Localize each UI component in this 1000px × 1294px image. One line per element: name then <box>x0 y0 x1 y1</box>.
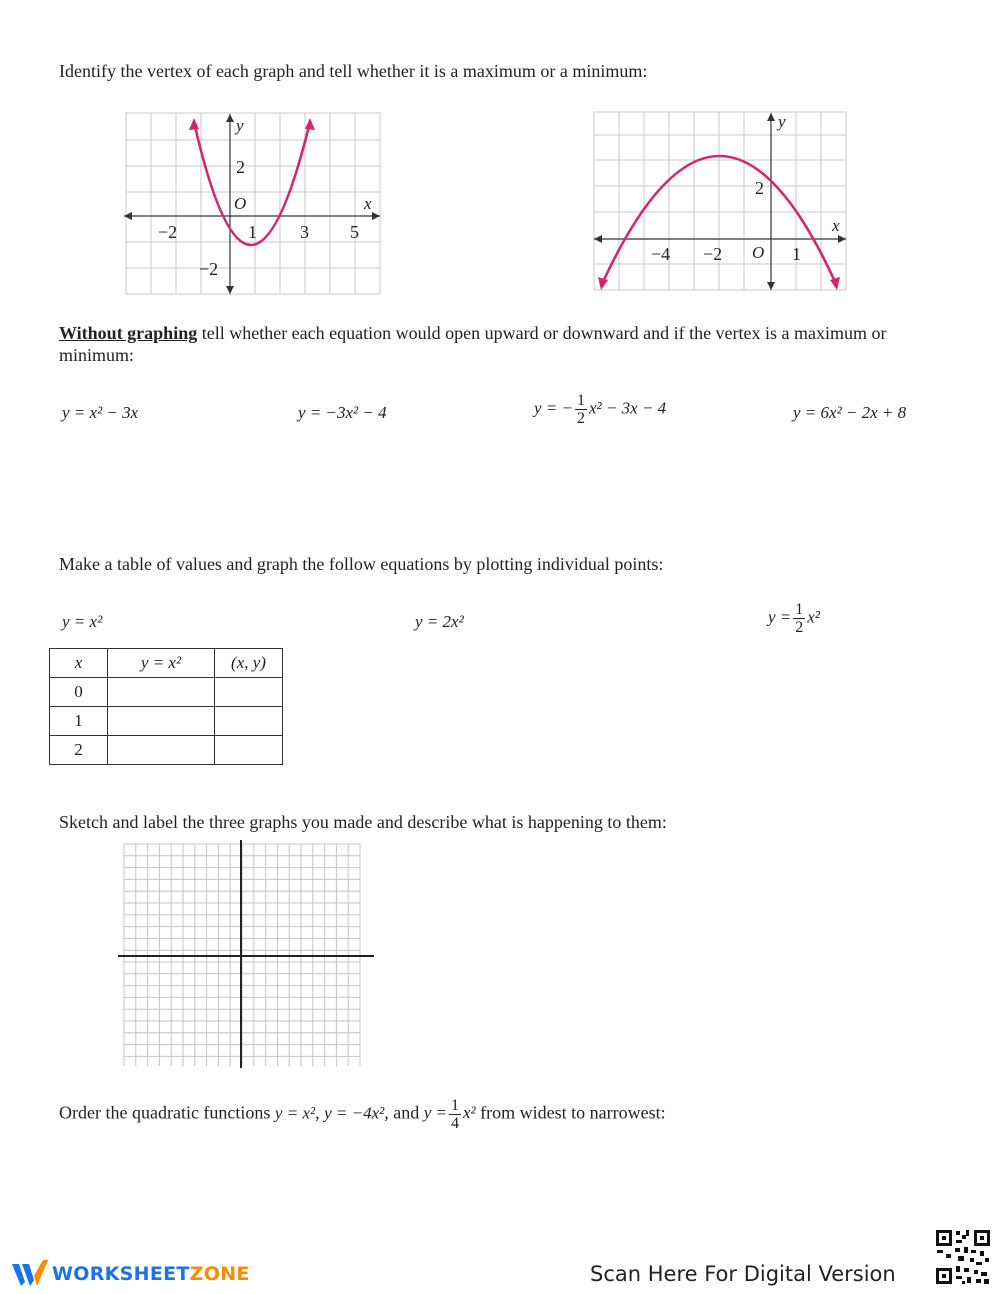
plot-equation-3 <box>768 601 820 636</box>
graph1-x-label: x <box>364 194 372 213</box>
order-function-2: y = −4x² <box>324 1103 385 1123</box>
table-cell-xy[interactable] <box>215 707 283 736</box>
graph2-y-tick-2: 2 <box>755 178 764 198</box>
graph2-x-tick-neg2: −2 <box>703 244 723 264</box>
instruction-without-graphing <box>59 322 949 366</box>
instruction-vertex: Identify the vertex of each graph and tell whether it is a maximum or a minimum: <box>59 61 648 81</box>
plot-equation-3-fraction <box>793 601 805 636</box>
table-cell-x: 0 <box>50 678 108 707</box>
table-cell-x: 1 <box>50 707 108 736</box>
equation-1: y = x² − 3x <box>62 403 139 422</box>
table-cell-y[interactable] <box>108 736 215 765</box>
table-header-xy: (x, y) <box>215 649 283 678</box>
brand-zone: ZONE <box>189 1263 250 1285</box>
table-cell-y[interactable] <box>108 707 215 736</box>
graph-upward-parabola <box>118 108 388 300</box>
graph1-x-tick-5: 5 <box>350 222 359 242</box>
instruction-sketch: Sketch and label the three graphs you made and describe what is happening to them: <box>59 812 667 832</box>
worksheetzone-brand[interactable] <box>52 1263 250 1285</box>
graph-downward-parabola <box>590 108 852 298</box>
table-row <box>50 678 283 707</box>
order-text-end: from widest to narrowest: <box>475 1102 666 1123</box>
order-sep-1: , <box>315 1102 325 1123</box>
table-row <box>50 707 283 736</box>
equation-3-prefix: y = − <box>534 398 573 418</box>
equation-3-num: 1 <box>577 392 585 409</box>
plot-equation-3-den: 2 <box>795 619 804 636</box>
equation-3-fraction <box>575 392 587 427</box>
plot-equation-3-prefix: y = <box>768 607 792 627</box>
plot-equation-2: y = 2x² <box>415 612 464 631</box>
equation-3-suffix: x² − 3x − 4 <box>589 398 667 418</box>
equation-4: y = 6x² − 2x + 8 <box>793 403 907 422</box>
plot-equation-3-num: 1 <box>795 601 804 618</box>
equation-2: y = −3x² − 4 <box>298 403 387 422</box>
without-graphing-bold: Without graphing <box>59 323 198 343</box>
instruction-order-functions <box>59 1097 666 1132</box>
order-function-3-num: 1 <box>451 1097 460 1114</box>
graph1-x-tick-1: 1 <box>248 222 257 242</box>
graph1-y-label: y <box>236 116 244 135</box>
table-header-y: y = x² <box>108 649 215 678</box>
equation-3-den: 2 <box>577 410 585 427</box>
order-text-start: Order the quadratic functions <box>59 1102 275 1123</box>
table-cell-xy[interactable] <box>215 736 283 765</box>
order-function-3-den: 4 <box>451 1115 460 1132</box>
plot-equation-1: y = x² <box>62 612 103 631</box>
graph2-x-label: x <box>832 216 840 235</box>
instruction-table-of-values: Make a table of values and graph the follow equations by plotting individual points: <box>59 554 664 574</box>
table-cell-x: 2 <box>50 736 108 765</box>
graph1-y-tick-2: 2 <box>236 157 245 177</box>
graph1-x-tick-3: 3 <box>300 222 309 242</box>
order-function-3-prefix: y = <box>423 1103 448 1123</box>
plot-equation-3-suffix: x² <box>807 607 820 627</box>
graph2-origin: O <box>752 243 765 262</box>
graph2-x-tick-1: 1 <box>792 244 801 264</box>
table-of-values <box>49 648 283 765</box>
worksheetzone-logo-icon <box>10 1258 50 1288</box>
table-row <box>50 736 283 765</box>
order-function-1: y = x² <box>274 1103 316 1123</box>
order-sep-2: , and <box>384 1102 424 1123</box>
graph1-origin: O <box>234 194 247 213</box>
order-function-3-fraction <box>449 1097 461 1132</box>
table-cell-xy[interactable] <box>215 678 283 707</box>
table-cell-y[interactable] <box>108 678 215 707</box>
graph2-x-tick-neg4: −4 <box>651 244 671 264</box>
blank-coordinate-grid[interactable] <box>116 838 376 1070</box>
brand-worksheet: WORKSHEET <box>52 1263 190 1285</box>
scan-text: Scan Here For Digital Version <box>590 1262 896 1286</box>
without-graphing-rest: tell whether each equation would open upward or downward and if the vertex is a maximum or minimum: <box>59 323 887 365</box>
table-header-row <box>50 649 283 678</box>
qr-code-icon[interactable] <box>934 1228 992 1286</box>
order-function-3-suffix: x² <box>463 1103 476 1123</box>
graph2-y-label: y <box>778 112 786 131</box>
graph1-y-tick-neg2: −2 <box>199 259 219 279</box>
graph1-x-tick-neg2: −2 <box>158 222 178 242</box>
equation-3 <box>534 392 666 427</box>
order-function-3 <box>423 1097 476 1132</box>
table-header-x: x <box>50 649 108 678</box>
